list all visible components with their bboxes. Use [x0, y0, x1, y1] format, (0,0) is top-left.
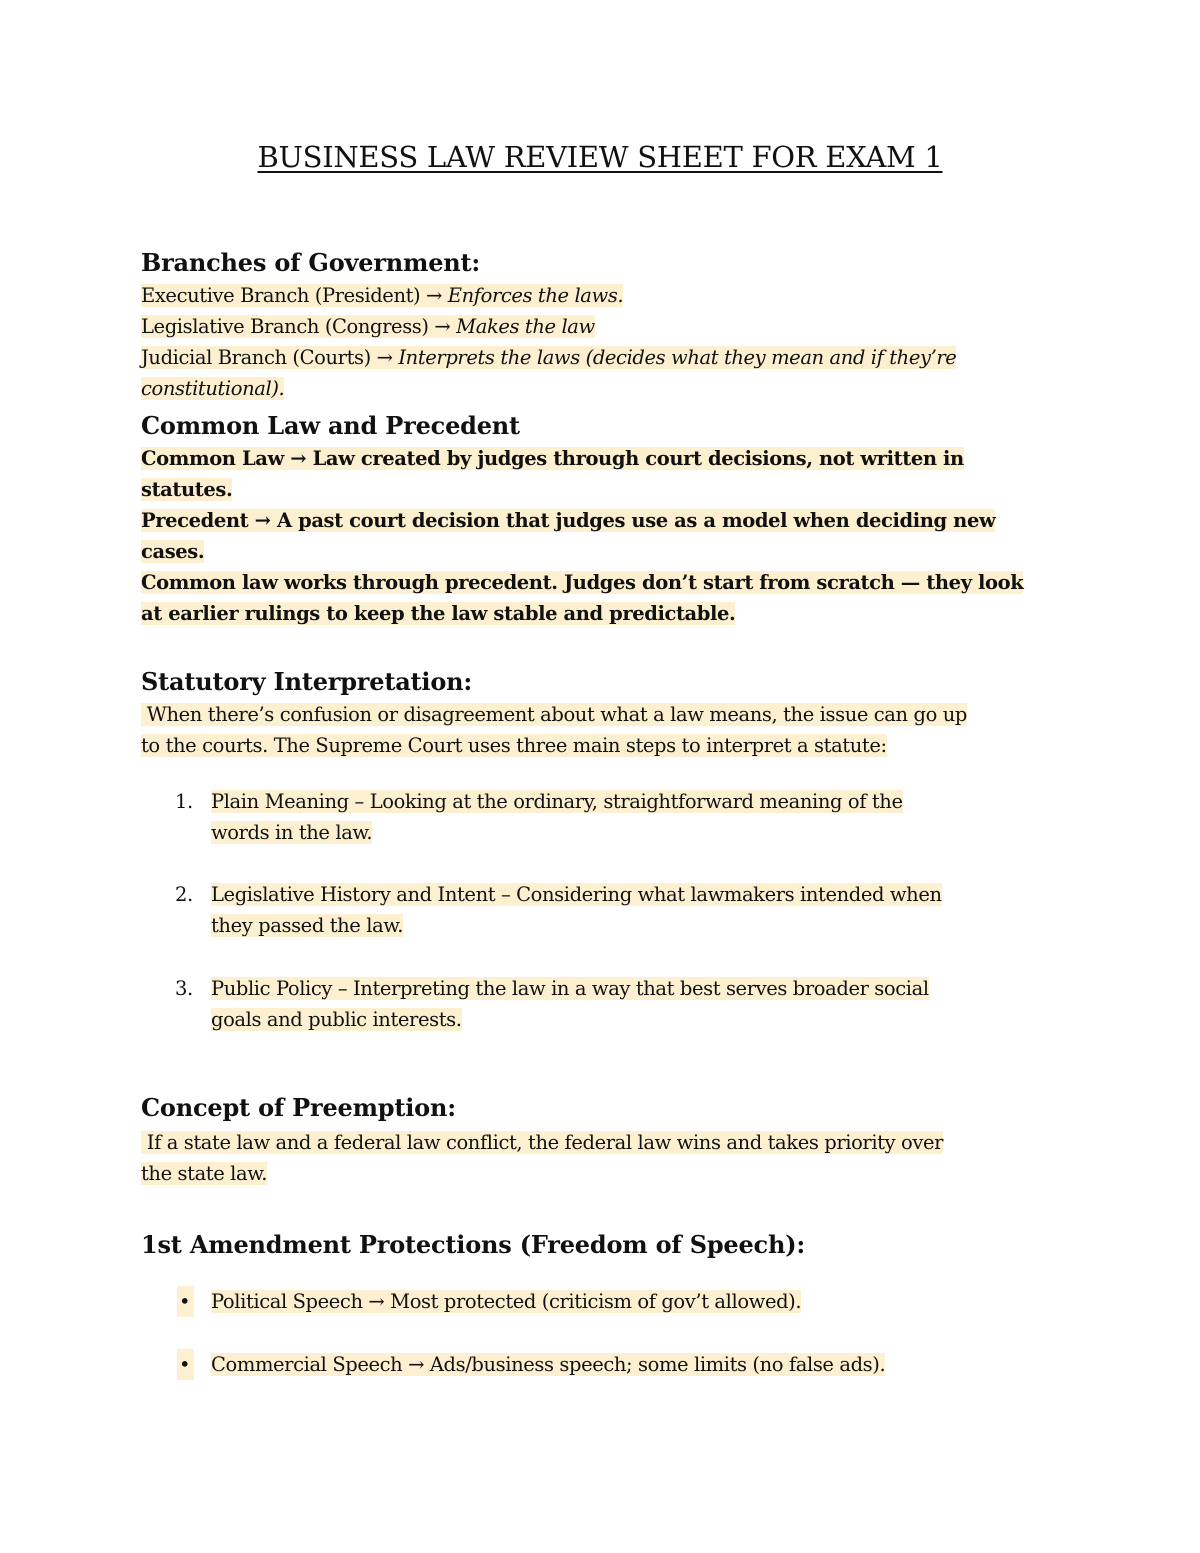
first-amendment-item-2	[141, 1349, 1061, 1380]
statutory-intro-2	[141, 730, 1061, 761]
precedent-line-2	[141, 536, 1061, 567]
precedent-text-1: Precedent → A past court decision that judges use as a model when deciding new	[141, 509, 996, 532]
preemption-heading: Concept of Preemption:	[141, 1093, 456, 1122]
statutory-item-1	[141, 786, 1061, 848]
first-amendment-heading: 1st Amendment Protections (Freedom of Speech):	[141, 1230, 806, 1259]
statutory-item-2-line-2: they passed the law.	[211, 914, 404, 937]
summary-text-1: Common law works through precedent. Judges don’t start from scratch — they look	[141, 571, 1024, 594]
preemption-text-2: the state law.	[141, 1162, 268, 1185]
list-item	[141, 1349, 1061, 1380]
statutory-intro-text-1: When there’s confusion or disagreement about what a law means, the issue can go up	[141, 703, 967, 726]
statutory-intro-text-2: to the courts. The Supreme Court uses three main steps to interpret a statute:	[141, 734, 887, 757]
preemption-line-2	[141, 1158, 1061, 1189]
executive-label: Executive Branch (President) →	[141, 284, 448, 307]
judicial-label: Judicial Branch (Courts) →	[141, 346, 399, 369]
summary-text-2: at earlier rulings to keep the law stable and predictable.	[141, 602, 736, 625]
section-branches	[141, 246, 1061, 404]
common-law-heading: Common Law and Precedent	[141, 411, 520, 440]
precedent-line-1	[141, 505, 1061, 536]
list-item	[141, 973, 1061, 1035]
judicial-desc-2: constitutional).	[141, 377, 285, 400]
statutory-item-3-line-2: goals and public interests.	[211, 1008, 462, 1031]
executive-desc: Enforces the laws.	[447, 284, 624, 307]
judicial-line-cont	[141, 373, 1061, 404]
legislative-line	[141, 311, 1061, 342]
precedent-text-2: cases.	[141, 540, 205, 563]
list-item	[141, 1286, 1061, 1317]
section-preemption	[141, 1091, 1061, 1189]
statutory-intro-1	[141, 699, 1061, 730]
common-law-line-1	[141, 443, 1061, 474]
statutory-item-3	[141, 973, 1061, 1035]
legislative-label: Legislative Branch (Congress) →	[141, 315, 457, 338]
executive-line	[141, 280, 1061, 311]
common-law-summary-2	[141, 598, 1061, 629]
preemption-text-1: If a state law and a federal law conflict, the federal law wins and takes priority over	[141, 1131, 944, 1154]
judicial-line	[141, 342, 1061, 373]
common-law-text-2: statutes.	[141, 478, 233, 501]
statutory-item-2-line-1: Legislative History and Intent – Considering what lawmakers intended when	[211, 883, 942, 906]
statutory-item-1-line-1: Plain Meaning – Looking at the ordinary, straightforward meaning of the	[211, 790, 903, 813]
statutory-item-2	[141, 879, 1061, 941]
common-law-text-1: Common Law → Law created by judges through court decisions, not written in	[141, 447, 964, 470]
list-marker: 2.	[175, 883, 193, 906]
bullet-icon: •	[177, 1286, 194, 1317]
preemption-line-1	[141, 1127, 1061, 1158]
legislative-desc: Makes the law	[456, 315, 595, 338]
statutory-item-3-line-1: Public Policy – Interpreting the law in a way that best serves broader social	[211, 977, 929, 1000]
judicial-desc-1: Interprets the laws (decides what they mean and if they’re	[398, 346, 957, 369]
branches-heading: Branches of Government:	[141, 248, 481, 277]
section-common-law	[141, 409, 1061, 629]
statutory-heading: Statutory Interpretation:	[141, 667, 473, 696]
list-marker: 3.	[175, 977, 193, 1000]
political-speech-text: Political Speech → Most protected (criticism of gov’t allowed).	[211, 1290, 802, 1313]
list-item	[141, 879, 1061, 941]
commercial-speech-text: Commercial Speech → Ads/business speech; some limits (no false ads).	[211, 1353, 886, 1376]
document-title: BUSINESS LAW REVIEW SHEET FOR EXAM 1	[257, 140, 943, 174]
list-marker: 1.	[175, 790, 193, 813]
bullet-icon: •	[177, 1349, 194, 1380]
section-statutory	[141, 665, 1061, 761]
statutory-item-1-line-2: words in the law.	[211, 821, 373, 844]
common-law-line-2	[141, 474, 1061, 505]
list-item	[141, 786, 1061, 848]
common-law-summary-1	[141, 567, 1061, 598]
section-first-amendment	[141, 1228, 1061, 1262]
first-amendment-item-1	[141, 1286, 1061, 1317]
